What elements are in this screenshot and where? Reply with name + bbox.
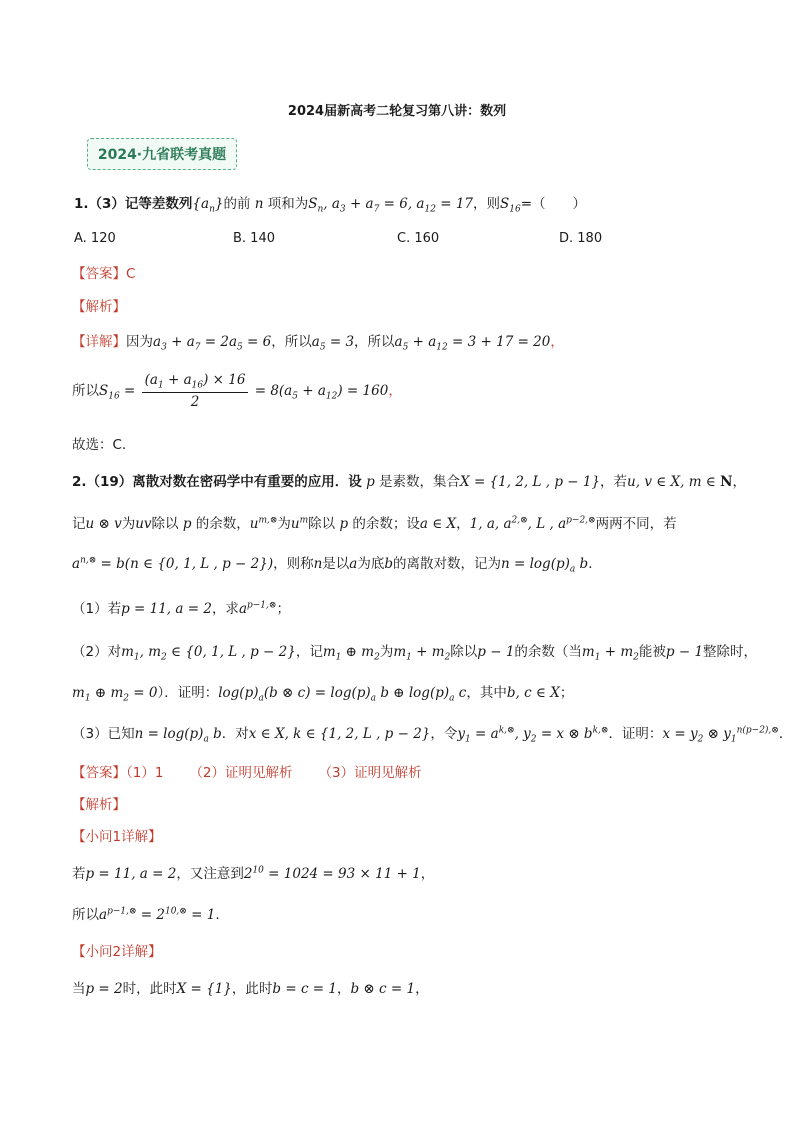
section-heading: 2024·九省联考真题 (87, 138, 237, 170)
q2-sub1-line2: 所以$a^{p-1,\otimes} = 2^{10,\otimes} = 1$. (72, 906, 220, 923)
q1-analysis-label: 【解析】 (72, 299, 126, 315)
q1-conclusion: 故选：C. (72, 437, 127, 453)
q2-sub2-line: 当p = 2时，此时X = {1}，此时b = c = 1，b ⊗ c = 1， (72, 981, 429, 997)
q2-part1: （1）若p = 11, a = 2，求$a^{p-1,\otimes}$； (72, 600, 290, 617)
option-a: A. 120 (74, 231, 116, 246)
q2-analysis-label: 【解析】 (72, 797, 126, 813)
q2-part2-line2: $m_1$ ⊕ $m_2 = 0$）．证明：$\log(p)_a(b$ ⊗ $c) = \log(p)_a$ b ⊕ $\log(p)_a$ c，其中b, c ∈ X； (72, 685, 574, 704)
q2-stem-line3: $a^{n,\otimes} = b(n$ ∈ {0, 1, L , p − 2})，则称n是以a为底b的离散对数，记为$n = \log(p)_a$ b． (72, 555, 602, 575)
q2-part3: （3）已知$n = \log(p)_a$ b．对x ∈ X, k ∈ {1, 2, L , p − 2}，令$y_1 = a^{k,\otimes}$, $y_2 = x$ ⊗ $b^{k,\otimes}$．证明：$x = y_2$ ⊗ $y_1^{n(p-2),\otimes}$． (72, 725, 793, 745)
question-1-stem: 1.（3）记等差数列$\{a_n\}$的前 n 项和为$S_n$, $a_3 + a_7 = 6$, $a_{12} = 17$，则$S_{16}=$（ ） (74, 196, 587, 215)
q2-sub1-label: 【小问1详解】 (72, 829, 162, 845)
question-2-stem: 2.（19）离散对数在密码学中有重要的应用．设 p 是素数，集合X = {1, 2, L , p − 1}，若u, v ∈ X, m ∈ N， (72, 474, 746, 490)
q1-detail-line2: 所以$S_{16}$ = $\frac{(a_1 + a_{16}) \times 16}{2}$ = $8(a_5 + a_{12}) = 160$， (72, 372, 402, 410)
q2-stem-line2: 记u ⊗ v为uv除以 p 的余数，$u^{m,\otimes}$为$u^m$除以 p 的余数；设a ∈ X，1, a, $a^{2,\otimes}$, L , $a^{p-2,\otimes}$两两不同，若 (72, 515, 677, 532)
option-d: D. 180 (559, 231, 603, 246)
option-c: C. 160 (397, 231, 440, 246)
page-title: 2024届新高考二轮复习第八讲：数列 (287, 104, 507, 119)
q2-part2: （2）对$m_1$, $m_2$ ∈ {0, 1, L , p − 2}，记$m_1$ ⊕ $m_2$为$m_1 + m_2$除以p − 1的余数（当$m_1 + m_2$能被p − 1整除时， (72, 644, 758, 663)
option-b: B. 140 (233, 231, 275, 246)
q2-answer: 【答案】（1）1 （2）证明见解析 （3）证明见解析 (72, 765, 422, 781)
q1-answer: 【答案】C (72, 266, 136, 282)
q2-sub1-line1: 若p = 11, a = 2，又注意到$2^{10} = 1024 = 93 \times 11 + 1$， (72, 865, 435, 882)
q2-sub2-label: 【小问2详解】 (72, 944, 162, 960)
q1-detail: 【详解】因为$a_3 + a_7 = 2a_5 = 6$，所以$a_5 = 3$，所以$a_5 + a_{12} = 3 + 17 = 20$， (72, 334, 564, 353)
